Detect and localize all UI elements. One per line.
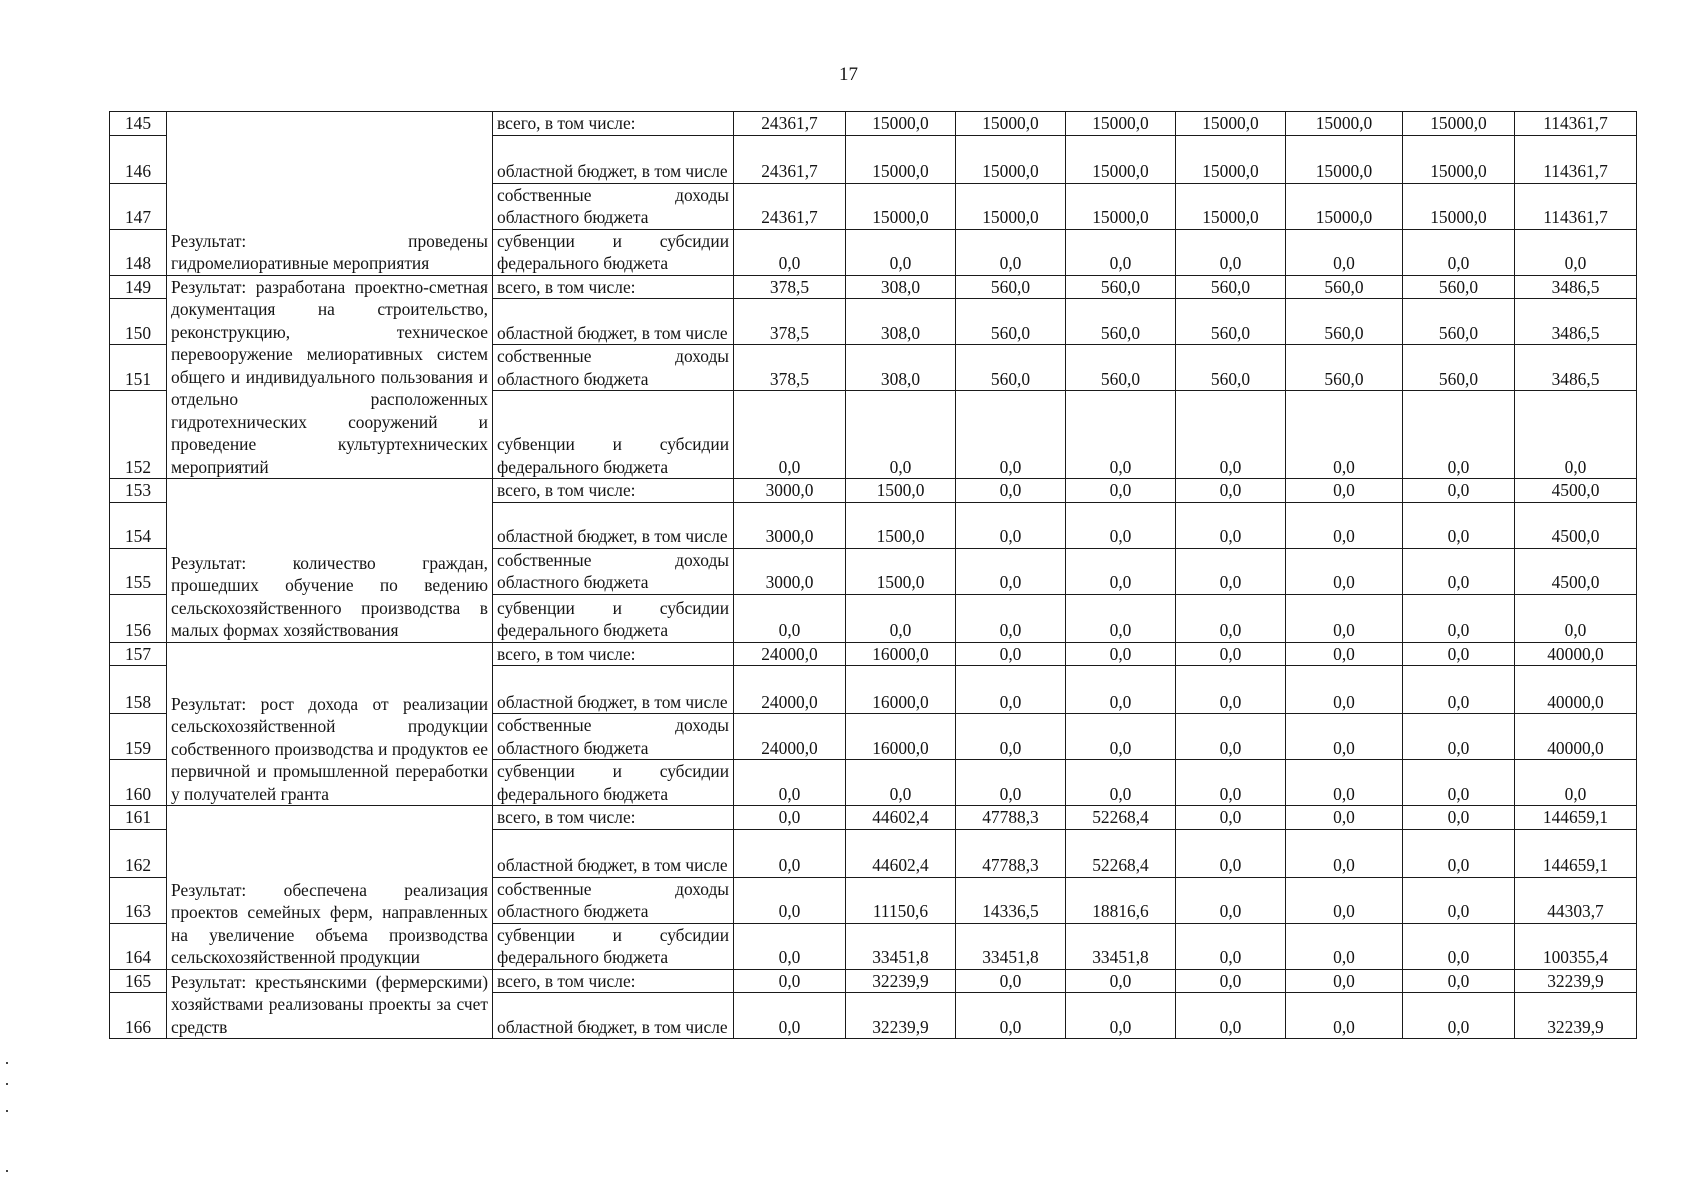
value-total: 4500,0	[1515, 548, 1637, 594]
value-cell: 0,0	[1286, 229, 1403, 275]
funding-source: субвенции и субсидии федерального бюджета	[493, 923, 734, 969]
value-total: 44303,7	[1515, 877, 1637, 923]
value-cell: 32239,9	[846, 993, 956, 1039]
funding-source: областной бюджет, в том числе	[493, 135, 734, 183]
row-number: 146	[110, 135, 167, 183]
row-number: 166	[110, 993, 167, 1039]
value-cell: 15000,0	[956, 112, 1066, 136]
value-cell: 0,0	[1286, 479, 1403, 503]
value-cell: 0,0	[1403, 829, 1515, 877]
row-number: 152	[110, 391, 167, 479]
value-cell: 0,0	[1403, 594, 1515, 642]
value-cell: 0,0	[846, 391, 956, 479]
value-cell: 0,0	[1286, 877, 1403, 923]
value-cell: 0,0	[1286, 760, 1403, 806]
value-cell: 0,0	[1066, 642, 1176, 666]
value-cell: 0,0	[1286, 829, 1403, 877]
value-cell: 0,0	[734, 594, 846, 642]
value-cell: 11150,6	[846, 877, 956, 923]
result-description: Результат: обеспечена реализация проектов семейных ферм, направленных на увеличение объема производства сельскохозяйственной продукции	[167, 806, 493, 970]
value-cell: 3000,0	[734, 479, 846, 503]
value-cell: 560,0	[956, 345, 1066, 391]
value-total: 144659,1	[1515, 806, 1637, 830]
funding-source: всего, в том числе:	[493, 479, 734, 503]
row-number: 145	[110, 112, 167, 136]
value-total: 3486,5	[1515, 345, 1637, 391]
value-cell: 0,0	[1403, 548, 1515, 594]
value-cell: 0,0	[1066, 666, 1176, 714]
row-number: 162	[110, 829, 167, 877]
value-cell: 0,0	[1403, 391, 1515, 479]
row-number: 147	[110, 183, 167, 229]
row-number: 159	[110, 714, 167, 760]
value-cell: 0,0	[1066, 502, 1176, 548]
value-cell: 560,0	[1286, 345, 1403, 391]
value-cell: 14336,5	[956, 877, 1066, 923]
value-cell: 0,0	[1066, 969, 1176, 993]
value-cell: 15000,0	[1286, 183, 1403, 229]
value-total: 0,0	[1515, 594, 1637, 642]
value-cell: 0,0	[1286, 666, 1403, 714]
value-cell: 0,0	[1403, 229, 1515, 275]
row-number: 150	[110, 299, 167, 345]
funding-source: собственные доходы областного бюджета	[493, 877, 734, 923]
value-cell: 0,0	[1066, 479, 1176, 503]
value-cell: 1500,0	[846, 502, 956, 548]
value-cell: 0,0	[1066, 548, 1176, 594]
value-cell: 44602,4	[846, 829, 956, 877]
value-total: 114361,7	[1515, 183, 1637, 229]
value-cell: 16000,0	[846, 666, 956, 714]
value-cell: 15000,0	[846, 112, 956, 136]
row-number: 157	[110, 642, 167, 666]
value-cell: 0,0	[956, 548, 1066, 594]
value-cell: 0,0	[1403, 666, 1515, 714]
value-cell: 378,5	[734, 275, 846, 299]
value-total: 3486,5	[1515, 299, 1637, 345]
value-cell: 0,0	[1286, 391, 1403, 479]
row-number: 158	[110, 666, 167, 714]
value-cell: 0,0	[956, 479, 1066, 503]
value-cell: 560,0	[1066, 299, 1176, 345]
value-cell: 0,0	[1403, 502, 1515, 548]
value-cell: 0,0	[1066, 229, 1176, 275]
value-cell: 24000,0	[734, 642, 846, 666]
value-cell: 378,5	[734, 299, 846, 345]
value-cell: 47788,3	[956, 829, 1066, 877]
value-total: 40000,0	[1515, 714, 1637, 760]
value-cell: 0,0	[1403, 714, 1515, 760]
value-cell: 15000,0	[846, 135, 956, 183]
value-cell: 24361,7	[734, 112, 846, 136]
value-cell: 33451,8	[846, 923, 956, 969]
value-cell: 0,0	[1286, 806, 1403, 830]
funding-source: собственные доходы областного бюджета	[493, 345, 734, 391]
value-cell: 1500,0	[846, 548, 956, 594]
value-cell: 0,0	[734, 806, 846, 830]
value-cell: 15000,0	[1286, 135, 1403, 183]
row-number: 156	[110, 594, 167, 642]
row-number: 153	[110, 479, 167, 503]
value-cell: 0,0	[1286, 642, 1403, 666]
row-number: 155	[110, 548, 167, 594]
value-cell: 24000,0	[734, 666, 846, 714]
row-number: 164	[110, 923, 167, 969]
value-total: 4500,0	[1515, 479, 1637, 503]
value-cell: 0,0	[734, 760, 846, 806]
row-number: 154	[110, 502, 167, 548]
value-cell: 15000,0	[1176, 112, 1286, 136]
row-number: 151	[110, 345, 167, 391]
value-total: 0,0	[1515, 229, 1637, 275]
value-cell: 308,0	[846, 275, 956, 299]
row-number: 163	[110, 877, 167, 923]
value-cell: 560,0	[1286, 299, 1403, 345]
margin-mark	[6, 1083, 8, 1085]
funding-source: областной бюджет, в том числе	[493, 993, 734, 1039]
value-cell: 560,0	[1403, 299, 1515, 345]
row-number: 149	[110, 275, 167, 299]
value-total: 114361,7	[1515, 112, 1637, 136]
value-cell: 0,0	[1403, 877, 1515, 923]
value-cell: 15000,0	[1066, 112, 1176, 136]
funding-source: субвенции и субсидии федерального бюджета	[493, 229, 734, 275]
funding-source: областной бюджет, в том числе	[493, 829, 734, 877]
result-description: Результат: разработана проектно-сметная документация на строительство, реконструкцию, техническое перевооружение мелиоративных систем общего и индивидуального пользования и отдельно расположенных гидротехнических сооружений и проведение культуртехнических мероприятий	[167, 275, 493, 479]
funding-source: областной бюджет, в том числе	[493, 666, 734, 714]
value-cell: 3000,0	[734, 502, 846, 548]
value-cell: 18816,6	[1066, 877, 1176, 923]
value-cell: 560,0	[1286, 275, 1403, 299]
value-cell: 0,0	[1403, 479, 1515, 503]
value-cell: 0,0	[1176, 923, 1286, 969]
value-cell: 0,0	[1403, 760, 1515, 806]
value-cell: 0,0	[1286, 923, 1403, 969]
funding-source: всего, в том числе:	[493, 112, 734, 136]
table-row	[110, 806, 1637, 830]
value-cell: 52268,4	[1066, 829, 1176, 877]
value-cell: 44602,4	[846, 806, 956, 830]
value-cell: 560,0	[1403, 345, 1515, 391]
margin-mark	[6, 1110, 8, 1112]
value-cell: 0,0	[1066, 594, 1176, 642]
value-cell: 16000,0	[846, 642, 956, 666]
value-cell: 0,0	[1176, 714, 1286, 760]
funding-source: областной бюджет, в том числе	[493, 502, 734, 548]
value-cell: 32239,9	[846, 969, 956, 993]
value-cell: 560,0	[956, 275, 1066, 299]
value-cell: 0,0	[1403, 993, 1515, 1039]
table-row	[110, 642, 1637, 666]
value-cell: 0,0	[734, 829, 846, 877]
value-cell: 0,0	[734, 877, 846, 923]
value-total: 4500,0	[1515, 502, 1637, 548]
value-cell: 0,0	[1286, 969, 1403, 993]
value-cell: 0,0	[956, 594, 1066, 642]
value-cell: 24361,7	[734, 183, 846, 229]
margin-mark	[6, 1170, 8, 1172]
value-cell: 0,0	[1176, 502, 1286, 548]
value-cell: 15000,0	[956, 183, 1066, 229]
funding-source: всего, в том числе:	[493, 806, 734, 830]
value-cell: 15000,0	[1286, 112, 1403, 136]
value-cell: 0,0	[1403, 923, 1515, 969]
value-cell: 1500,0	[846, 479, 956, 503]
value-cell: 15000,0	[846, 183, 956, 229]
value-cell: 0,0	[846, 760, 956, 806]
budget-table	[109, 111, 1637, 1039]
value-cell: 0,0	[846, 594, 956, 642]
value-cell: 0,0	[956, 642, 1066, 666]
value-cell: 308,0	[846, 345, 956, 391]
value-cell: 0,0	[956, 666, 1066, 714]
value-cell: 0,0	[956, 969, 1066, 993]
funding-source: субвенции и субсидии федерального бюджета	[493, 594, 734, 642]
value-cell: 560,0	[1066, 275, 1176, 299]
value-cell: 0,0	[956, 502, 1066, 548]
value-cell: 0,0	[846, 229, 956, 275]
funding-source: собственные доходы областного бюджета	[493, 183, 734, 229]
value-cell: 560,0	[1403, 275, 1515, 299]
value-cell: 378,5	[734, 345, 846, 391]
value-cell: 0,0	[1176, 829, 1286, 877]
value-cell: 0,0	[734, 229, 846, 275]
result-description: Результат: количество граждан, прошедших обучение по ведению сельскохозяйственного производства в малых формах хозяйствования	[167, 479, 493, 643]
funding-source: субвенции и субсидии федерального бюджета	[493, 391, 734, 479]
value-total: 32239,9	[1515, 993, 1637, 1039]
value-cell: 0,0	[734, 923, 846, 969]
value-cell: 0,0	[1286, 993, 1403, 1039]
value-cell: 0,0	[1176, 594, 1286, 642]
value-cell: 33451,8	[956, 923, 1066, 969]
value-cell: 0,0	[1176, 760, 1286, 806]
table-row	[110, 479, 1637, 503]
value-cell: 15000,0	[1403, 183, 1515, 229]
value-cell: 0,0	[1403, 806, 1515, 830]
value-cell: 0,0	[1176, 479, 1286, 503]
value-cell: 15000,0	[1403, 112, 1515, 136]
value-cell: 16000,0	[846, 714, 956, 760]
row-number: 165	[110, 969, 167, 993]
result-description: Результат: крестьянскими (фермерскими) хозяйствами реализованы проекты за счет средств	[167, 969, 493, 1039]
value-cell: 560,0	[956, 299, 1066, 345]
funding-source: всего, в том числе:	[493, 642, 734, 666]
value-total: 32239,9	[1515, 969, 1637, 993]
value-total: 3486,5	[1515, 275, 1637, 299]
funding-source: всего, в том числе:	[493, 969, 734, 993]
value-cell: 0,0	[734, 391, 846, 479]
value-total: 0,0	[1515, 760, 1637, 806]
row-number: 160	[110, 760, 167, 806]
value-cell: 0,0	[1176, 993, 1286, 1039]
table-row	[110, 969, 1637, 993]
value-cell: 0,0	[1176, 877, 1286, 923]
value-cell: 0,0	[1286, 594, 1403, 642]
value-cell: 15000,0	[1176, 135, 1286, 183]
row-number: 161	[110, 806, 167, 830]
value-total: 40000,0	[1515, 666, 1637, 714]
value-cell: 0,0	[1066, 714, 1176, 760]
value-cell: 0,0	[956, 391, 1066, 479]
value-total: 40000,0	[1515, 642, 1637, 666]
value-total: 144659,1	[1515, 829, 1637, 877]
value-cell: 52268,4	[1066, 806, 1176, 830]
value-cell: 560,0	[1066, 345, 1176, 391]
value-cell: 0,0	[1403, 969, 1515, 993]
value-cell: 0,0	[1066, 760, 1176, 806]
table-row	[110, 112, 1637, 136]
value-cell: 33451,8	[1066, 923, 1176, 969]
value-cell: 0,0	[1176, 969, 1286, 993]
value-cell: 0,0	[1066, 993, 1176, 1039]
margin-mark	[6, 1062, 8, 1064]
value-cell: 15000,0	[1176, 183, 1286, 229]
value-cell: 3000,0	[734, 548, 846, 594]
funding-source: собственные доходы областного бюджета	[493, 714, 734, 760]
value-cell: 0,0	[1176, 806, 1286, 830]
value-cell: 0,0	[1286, 502, 1403, 548]
value-cell: 15000,0	[1066, 135, 1176, 183]
page-number: 17	[839, 64, 858, 85]
value-cell: 0,0	[1176, 666, 1286, 714]
value-cell: 0,0	[1176, 229, 1286, 275]
table-row	[110, 275, 1637, 299]
value-cell: 0,0	[956, 714, 1066, 760]
value-cell: 0,0	[956, 760, 1066, 806]
value-cell: 308,0	[846, 299, 956, 345]
value-cell: 24000,0	[734, 714, 846, 760]
value-cell: 47788,3	[956, 806, 1066, 830]
funding-source: всего, в том числе:	[493, 275, 734, 299]
value-cell: 0,0	[1176, 391, 1286, 479]
value-total: 100355,4	[1515, 923, 1637, 969]
value-cell: 0,0	[1286, 548, 1403, 594]
value-total: 0,0	[1515, 391, 1637, 479]
result-description: Результат: рост дохода от реализации сельскохозяйственной продукции собственного производства и продуктов ее первичной и промышленной переработки у получателей гранта	[167, 642, 493, 806]
funding-source: субвенции и субсидии федерального бюджета	[493, 760, 734, 806]
value-cell: 560,0	[1176, 345, 1286, 391]
value-cell: 0,0	[956, 993, 1066, 1039]
value-cell: 560,0	[1176, 275, 1286, 299]
value-cell: 0,0	[1176, 642, 1286, 666]
value-cell: 560,0	[1176, 299, 1286, 345]
value-cell: 15000,0	[1066, 183, 1176, 229]
value-cell: 0,0	[734, 969, 846, 993]
funding-source: собственные доходы областного бюджета	[493, 548, 734, 594]
value-cell: 0,0	[734, 993, 846, 1039]
result-description: Результат: проведены гидромелиоративные мероприятия	[167, 112, 493, 276]
funding-source: областной бюджет, в том числе	[493, 299, 734, 345]
value-cell: 15000,0	[956, 135, 1066, 183]
value-cell: 0,0	[956, 229, 1066, 275]
value-cell: 15000,0	[1403, 135, 1515, 183]
value-cell: 0,0	[1176, 548, 1286, 594]
value-cell: 0,0	[1066, 391, 1176, 479]
row-number: 148	[110, 229, 167, 275]
value-total: 114361,7	[1515, 135, 1637, 183]
value-cell: 24361,7	[734, 135, 846, 183]
value-cell: 0,0	[1286, 714, 1403, 760]
value-cell: 0,0	[1403, 642, 1515, 666]
